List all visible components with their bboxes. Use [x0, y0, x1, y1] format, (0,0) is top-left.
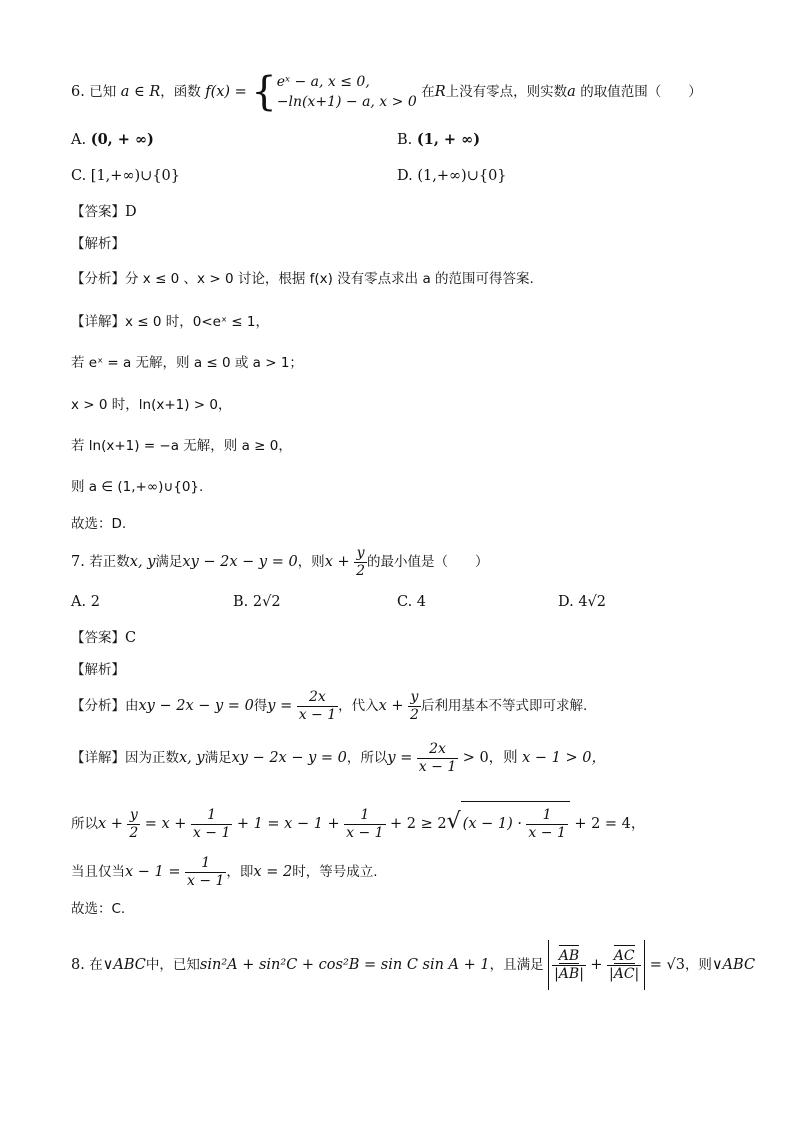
q7-option-b[interactable]: [233, 593, 281, 611]
q6-brace: {: [251, 69, 277, 115]
q7-so-frac-y2: [127, 807, 140, 842]
q8-plus: +: [590, 957, 603, 973]
q7-fenxi-d: x +: [378, 698, 404, 714]
q7-mid: 满足: [155, 554, 183, 570]
q7-option-c-label: C.: [397, 594, 413, 610]
q8-vec-ab-den: AB: [558, 965, 580, 982]
q8-stem: [71, 940, 755, 990]
q6-detail-tag: 【详解】: [71, 314, 125, 330]
q7-eq-frac-den: x − 1: [186, 872, 225, 889]
q7-fenxi-tag: 【分析】: [71, 698, 125, 714]
q7-so-frac-a-num: 1: [191, 807, 232, 825]
q7-detail-frac-num: 2x: [417, 741, 458, 759]
q7-detail-c: ，所以: [346, 750, 388, 766]
q7-vars: x, y: [129, 554, 156, 570]
q7-stem: [71, 542, 489, 582]
q8-number: 8.: [71, 957, 85, 973]
q6-analysis: [71, 235, 125, 253]
q7-so-frac-c-den: x − 1: [528, 824, 566, 841]
q7-so-4: + 2 = 4，: [574, 816, 646, 832]
q6-fenxi-text: 分 x ≤ 0 、x > 0 讨论，根据 f(x) 没有零点求出 a 的范围可得答案.: [125, 271, 534, 287]
q7-mid2: ，则: [297, 554, 325, 570]
q7-option-a[interactable]: [71, 593, 100, 611]
q7-so-frac-a: [191, 807, 232, 842]
q6-detail-1: [71, 313, 269, 331]
q7-so-frac-y2-den: 2: [129, 824, 139, 841]
q6-option-b-text: (1, + ∞): [416, 131, 481, 148]
q7-eq-pre: 当且仅当: [71, 864, 125, 880]
q7-option-c-text: 4: [416, 594, 427, 610]
q8-frac-ab: [552, 948, 586, 983]
q8-vec-ac: AC: [613, 947, 635, 964]
q7-pre: 若正数: [89, 554, 130, 570]
q6-stem: [71, 69, 702, 115]
q6-option-b-label: B.: [397, 132, 413, 148]
q7-post: 的最小值是（ ）: [367, 554, 489, 570]
q7-analysis-tag: 【解析】: [71, 662, 125, 678]
q7-expr-a: x +: [324, 554, 350, 570]
q7-fenxi: [71, 686, 587, 726]
q7-fenxi-frac2-num: y: [408, 689, 421, 707]
q7-answer-tag: 【答案】: [71, 630, 125, 646]
q6-detail-2: 若 eˣ = a 无解，则 a ≤ 0 或 a > 1；: [71, 355, 303, 371]
q7-so-frac-y2-num: y: [127, 807, 140, 825]
q7-so-frac-c-num: 1: [526, 807, 567, 825]
q7-answer-value: C: [125, 630, 137, 646]
q7-eq-x: x = 2: [253, 864, 293, 880]
q7-so-frac-b: [344, 807, 385, 842]
q7-fenxi-eq: xy − 2x − y = 0: [138, 698, 254, 714]
q7-eq-lhs: x − 1 =: [125, 864, 181, 880]
q8-eq: sin²A + sin²C + cos²B = sin C sin A + 1: [199, 957, 490, 973]
q6-mid: ，函数: [160, 84, 201, 100]
q8-mid: 中，已知: [145, 957, 200, 973]
q8-vec-ab: AB: [558, 947, 580, 964]
q6-option-b[interactable]: [397, 131, 480, 149]
q7-fenxi-frac2-den: 2: [410, 706, 419, 723]
q7-so-frac-b-num: 1: [344, 807, 385, 825]
q6-analysis-tag: 【解析】: [71, 236, 125, 252]
q6-option-a[interactable]: [71, 131, 154, 149]
q6-answer: [71, 203, 137, 221]
q7-fenxi-y: y =: [267, 698, 293, 714]
q6-detail-line-1: x ≤ 0 时，0<eˣ ≤ 1，: [125, 314, 269, 330]
q8-abs: [548, 940, 645, 990]
q7-detail-vars: x, y: [179, 750, 205, 766]
q6-case-1: eˣ − a, x ≤ 0,: [276, 74, 370, 90]
q6-detail-6: 故选：D.: [71, 516, 127, 532]
q6-detail-4: 若 ln(x+1) = −a 无解，则 a ≥ 0，: [71, 438, 292, 454]
q6-detail-5: 则 a ∈ (1,+∞)∪{0}.: [71, 479, 204, 495]
q7-so-sqrt-a: (x − 1) ·: [462, 816, 522, 832]
q6-piecewise: [277, 72, 417, 112]
q8-pre: 在: [89, 957, 103, 973]
q6-cond: a ∈ R: [120, 84, 161, 100]
q7-fenxi-c: ，代入: [338, 698, 379, 714]
q7-detail-tag: 【详解】: [71, 750, 125, 766]
q7-detail-eq: xy − 2x − y = 0: [231, 750, 347, 766]
q7-eq-mid: ，即: [226, 864, 254, 880]
q7-fenxi-a: 由: [125, 698, 139, 714]
q7-so-3: + 2 ≥ 2: [390, 816, 447, 832]
q6-func-lhs: f(x) =: [205, 84, 247, 100]
q6-answer-value: D: [125, 204, 137, 220]
q7-fenxi-frac: [297, 689, 338, 724]
q7-frac-num: y: [354, 545, 367, 563]
q6-fenxi: [71, 270, 534, 288]
q7-option-a-text: 2: [90, 594, 100, 610]
q7-option-d[interactable]: [558, 593, 606, 611]
q7-option-d-label: D.: [558, 594, 574, 610]
q6-post-R: R: [434, 84, 446, 100]
q6-option-d-label: D.: [397, 168, 413, 184]
q6-post-b: 上没有零点，则实数: [445, 84, 568, 100]
q6-option-a-label: A.: [71, 132, 87, 148]
q8-tri2: ∨ABC: [711, 957, 756, 973]
q6-option-c-text: [1,+∞)∪{0}: [90, 168, 180, 184]
q8-post: ，则: [684, 957, 712, 973]
q7-frac-den: 2: [356, 562, 365, 579]
q6-answer-tag: 【答案】: [71, 204, 125, 220]
q6-option-d[interactable]: [397, 167, 507, 185]
q7-so: [71, 800, 645, 844]
q6-post-a: 在: [421, 84, 435, 100]
q6-pre: 已知: [89, 84, 117, 100]
q7-detail-a: 因为正数: [125, 750, 179, 766]
q7-detail-y: y =: [387, 750, 413, 766]
q7-option-a-label: A.: [71, 594, 87, 610]
q7-equality: [71, 852, 378, 892]
q7-so-frac-c: [526, 807, 567, 842]
q7-answer: [71, 629, 136, 647]
q7-frac: [354, 545, 367, 580]
q7-eq-frac: [185, 855, 226, 890]
q6-post-var: a: [567, 84, 576, 100]
q7-fenxi-frac2: [408, 689, 421, 724]
q7-so-frac-a-den: x − 1: [192, 824, 231, 841]
q6-case-2: −ln(x+1) − a, x > 0: [276, 94, 417, 110]
q7-fenxi-e: 后利用基本不等式即可求解.: [420, 698, 588, 714]
q8-frac-ac: [607, 948, 641, 983]
q7-detail-b: 满足: [204, 750, 232, 766]
q6-option-a-text: (0, + ∞): [90, 131, 154, 148]
q7-detail-frac: [417, 741, 458, 776]
q7-fenxi-b: 得: [253, 698, 268, 714]
q7-option-b-text: 2√2: [252, 594, 281, 610]
q7-option-b-label: B.: [233, 594, 249, 610]
q7-sqrt-sign: √: [446, 809, 461, 834]
q7-detail: [71, 738, 606, 778]
q7-option-d-text: 4√2: [578, 594, 607, 610]
q7-sqrt-body: [461, 801, 570, 846]
q7-so-frac-b-den: x − 1: [346, 824, 384, 841]
q7-eq-frac-num: 1: [185, 855, 226, 873]
q7-analysis: [71, 661, 125, 679]
q6-detail-3: x > 0 时，ln(x+1) > 0，: [71, 397, 232, 413]
q8-frac-ac-den: |AC|: [608, 965, 640, 982]
q7-so-2: + 1 = x − 1 +: [236, 816, 340, 832]
q7-fenxi-den: x − 1: [298, 706, 337, 723]
q8-frac-ab-den: |AB|: [554, 965, 584, 982]
q6-option-c-label: C.: [71, 168, 87, 184]
q6-option-d-text: (1,+∞)∪{0}: [417, 168, 507, 184]
q7-fenxi-num: 2x: [297, 689, 338, 707]
q7-so-expr: x +: [98, 816, 123, 832]
q7-so-pre: 所以: [71, 816, 98, 832]
q8-rhs: = √3: [649, 957, 685, 973]
q7-eq: xy − 2x − y = 0: [182, 554, 298, 570]
q6-option-c[interactable]: [71, 167, 180, 185]
q7-detail-e: x − 1 > 0，: [522, 750, 606, 766]
q8-tri: ∨ABC: [102, 957, 146, 973]
q7-number: 7.: [71, 554, 85, 570]
q6-post-c: 的取值范围（ ）: [580, 84, 702, 100]
q7-eq-post: 时，等号成立.: [292, 864, 378, 880]
q8-mid2: ，且满足: [489, 957, 544, 973]
q6-fenxi-tag: 【分析】: [71, 271, 125, 287]
q7-so-1: = x +: [144, 816, 187, 832]
q8-vec-ac-den: AC: [613, 965, 635, 982]
q6-number: 6.: [71, 84, 85, 100]
q7-detail-d: > 0，则: [462, 750, 518, 766]
q7-detail-frac-den: x − 1: [418, 758, 457, 775]
q7-option-c[interactable]: [397, 593, 426, 611]
q7-final: 故选：C.: [71, 901, 126, 917]
